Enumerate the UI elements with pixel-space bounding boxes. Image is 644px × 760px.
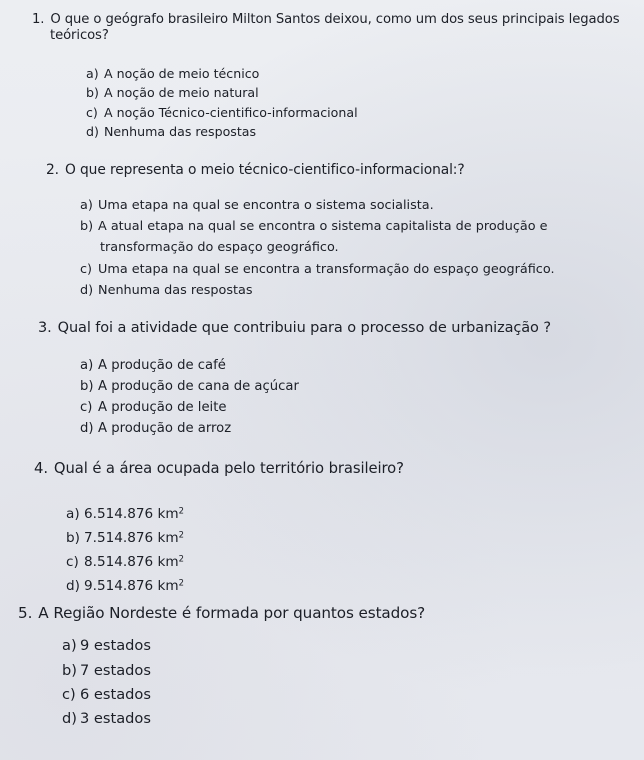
option-text bbox=[84, 578, 184, 594]
question-1-option-a[interactable] bbox=[86, 66, 259, 81]
question-4-option-d[interactable] bbox=[66, 577, 184, 594]
question-3-option-d[interactable] bbox=[80, 421, 231, 436]
option-letter: a) bbox=[86, 66, 99, 81]
superscript: 2 bbox=[178, 505, 184, 515]
question-5-number: 5. bbox=[18, 604, 33, 622]
option-value: 7.514.876 km bbox=[84, 529, 179, 546]
question-1-option-d[interactable] bbox=[86, 124, 256, 139]
option-text: 3 estados bbox=[80, 710, 151, 727]
option-letter: d) bbox=[62, 710, 77, 727]
option-text bbox=[84, 506, 184, 522]
option-letter: a) bbox=[66, 505, 80, 522]
option-text: A noção de meio natural bbox=[104, 85, 259, 100]
option-text: A noção Técnico-cientifico-informacional bbox=[104, 105, 358, 120]
question-4-text: Qual é a área ocupada pelo território brasileiro? bbox=[53, 460, 404, 477]
option-text: 7 estados bbox=[80, 662, 151, 679]
option-letter: c) bbox=[80, 262, 93, 277]
option-letter: d) bbox=[80, 283, 94, 298]
option-letter: d) bbox=[80, 421, 94, 436]
option-text: A produção de arroz bbox=[98, 421, 232, 436]
question-4-prompt bbox=[34, 460, 404, 477]
option-text: A produção de café bbox=[98, 358, 226, 373]
superscript: 2 bbox=[178, 553, 184, 563]
option-text: 9 estados bbox=[80, 637, 151, 654]
question-3-option-c[interactable] bbox=[80, 400, 227, 415]
question-1-option-c[interactable] bbox=[86, 105, 358, 120]
question-2-number: 2. bbox=[46, 162, 59, 178]
question-2-option-c[interactable] bbox=[80, 262, 555, 277]
question-1-option-b[interactable] bbox=[86, 85, 259, 100]
option-text: Uma etapa na qual se encontra a transformação do espaço geográfico. bbox=[98, 262, 555, 277]
option-text bbox=[84, 530, 184, 546]
option-text: Nenhuma das respostas bbox=[104, 124, 257, 139]
question-3-option-b[interactable] bbox=[80, 379, 299, 394]
question-3-prompt bbox=[38, 320, 551, 336]
option-text: Nenhuma das respostas bbox=[98, 283, 253, 298]
option-letter: c) bbox=[62, 686, 76, 703]
option-value: 9.514.876 km bbox=[84, 577, 179, 594]
option-letter: a) bbox=[62, 637, 77, 654]
question-3-option-a[interactable] bbox=[80, 358, 226, 373]
question-1-number: 1. bbox=[32, 12, 45, 27]
option-text: Uma etapa na qual se encontra o sistema socialista. bbox=[98, 198, 434, 213]
superscript: 2 bbox=[178, 529, 184, 539]
option-letter: c) bbox=[66, 553, 79, 570]
question-4-number: 4. bbox=[34, 460, 48, 477]
option-letter: b) bbox=[66, 529, 80, 546]
question-1-prompt bbox=[32, 12, 619, 27]
option-text: A produção de leite bbox=[98, 400, 227, 415]
question-2-prompt bbox=[46, 162, 465, 178]
option-letter: a) bbox=[80, 358, 94, 373]
option-letter: b) bbox=[80, 379, 94, 394]
option-text: A produção de cana de açúcar bbox=[98, 379, 299, 394]
option-text bbox=[84, 554, 184, 570]
option-letter: c) bbox=[80, 400, 93, 415]
option-letter: b) bbox=[86, 85, 99, 100]
option-letter: d) bbox=[66, 577, 80, 594]
question-5-option-a[interactable] bbox=[62, 637, 151, 654]
question-4-option-b[interactable] bbox=[66, 529, 184, 546]
option-text: A noção de meio técnico bbox=[104, 66, 260, 81]
superscript: 2 bbox=[178, 577, 184, 587]
question-5-option-d[interactable] bbox=[62, 710, 151, 727]
option-value: 8.514.876 km bbox=[84, 553, 179, 570]
question-2-option-a[interactable] bbox=[80, 198, 434, 213]
option-letter: c) bbox=[86, 105, 98, 120]
option-letter: b) bbox=[80, 219, 94, 234]
question-5-text: A Região Nordeste é formada por quantos estados? bbox=[38, 604, 426, 622]
question-3-number: 3. bbox=[38, 320, 52, 336]
question-2-option-b-continued: transformação do espaço geográfico. bbox=[100, 240, 339, 255]
question-1-prompt-continued: teóricos? bbox=[50, 28, 109, 43]
question-2-text: O que representa o meio técnico-cientifico-informacional:? bbox=[64, 162, 465, 178]
option-letter: d) bbox=[86, 124, 99, 139]
question-4-option-c[interactable] bbox=[66, 553, 184, 570]
option-text: A atual etapa na qual se encontra o sistema capitalista de produção e bbox=[98, 219, 548, 234]
question-3-text: Qual foi a atividade que contribuiu para o processo de urbanização ? bbox=[57, 320, 551, 336]
option-letter: a) bbox=[80, 198, 93, 213]
option-text: 6 estados bbox=[80, 686, 151, 703]
question-4-option-a[interactable] bbox=[66, 505, 184, 522]
question-2-option-d[interactable] bbox=[80, 283, 253, 298]
question-5-option-c[interactable] bbox=[62, 686, 151, 703]
question-2-option-b[interactable] bbox=[80, 219, 548, 234]
question-5-prompt bbox=[18, 604, 425, 622]
option-value: 6.514.876 km bbox=[84, 505, 179, 522]
option-letter: b) bbox=[62, 662, 77, 679]
question-1-text: O que o geógrafo brasileiro Milton Santos deixou, como um dos seus principais legados bbox=[50, 12, 620, 27]
question-5-option-b[interactable] bbox=[62, 662, 151, 679]
